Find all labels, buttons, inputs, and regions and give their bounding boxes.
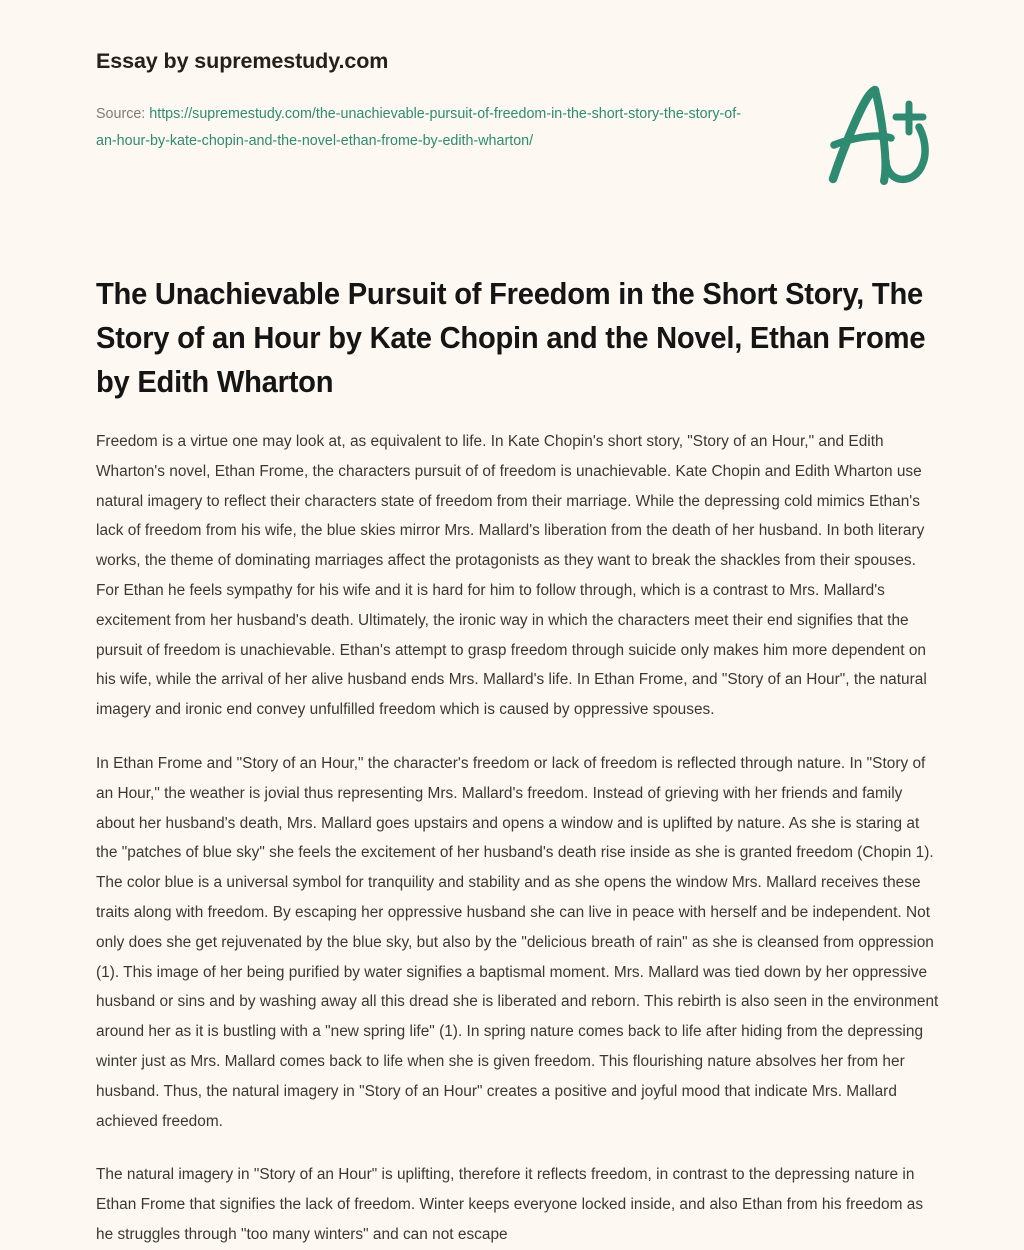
page-title: The Unachievable Pursuit of Freedom in the Short Story, The Story of an Hour by Kate Chopin and the Novel, Ethan Frome by Edith Wharton [96, 277, 926, 399]
article-body [96, 427, 939, 1250]
source-url-link[interactable]: https://supremestudy.com/the-unachievable-pursuit-of-freedom-in-the-short-story-the-story-of-an-hour-by-kate-chopin-and-the-novel-ethan-frome-by-edith-wharton/ [96, 106, 741, 149]
source-line [96, 101, 741, 154]
paragraph: In Ethan Frome and "Story of an Hour," the character's freedom or lack of freedom is reflected through nature. In "Story of an Hour," the weather is jovial thus representing Mrs. Mallard's freedom. Instead of grieving with her friends and family about her husband's death, Mrs. Mallard goes upstairs and opens a window and is uplifted by nature. As she is staring at the "patches of blue sky" she feels the excitement of her husband's death rise inside as she is granted freedom (Chopin 1). The color blue is a universal symbol for tranquility and stability and as she opens the window Mrs. Mallard receives these traits along with freedom. By escaping her oppressive husband she can live in peace with herself and be independent. Not only does she get rejuvenated by the blue sky, but also by the "delicious breath of rain" as she is cleansed from oppression (1). This image of her being purified by water signifies a baptismal moment. Mrs. Mallard was tied down by her oppressive husband or sins and by washing away all this dread she is liberated and reborn. This rebirth is also seen in the environment around her as it is bustling with a "new spring life" (1). In spring nature comes back to life after hiding from the depressing winter just as Mrs. Mallard comes back to life when she is given freedom. This flourishing nature absolves her from her husband. Thus, the natural imagery in "Story of an Hour" creates a positive and joyful mood that indicate Mrs. Mallard achieved freedom. [96, 754, 939, 1130]
a-plus-logo[interactable] [812, 84, 942, 188]
article [96, 272, 939, 1250]
source-label: Source: [96, 106, 146, 122]
paragraph: Freedom is a virtue one may look at, as equivalent to life. In Kate Chopin's short story, "Story of an Hour," and Edith Wharton's novel, Ethan Frome, the characters pursuit of of freedom is unachievable. Kate Chopin and Edith Wharton use natural imagery to reflect their characters state of freedom from their marriage. While the depressing cold mimics Ethan's lack of freedom from his wife, the blue skies mirror Mrs. Mallard's liberation from the death of her husband. In both literary works, the theme of dominating marriages affect the protagonists as they want to break the shackles from their spouses. For Ethan he feels sympathy for his wife and it is hard for him to follow through, which is a contrast to Mrs. Mallard's excitement from her husband's death. Ultimately, the ironic way in which the characters meet their end signifies that the pursuit of freedom is unachievable. Ethan's attempt to grasp freedom through suicide only makes him more dependent on his wife, while the arrival of her alive husband ends Mrs. Mallard's life. In Ethan Frome, and "Story of an Hour", the natural imagery and ironic end convey unfulfilled freedom which is caused by oppressive spouses. [96, 433, 927, 719]
byline: Essay by supremestudy.com [96, 49, 389, 73]
paragraph: The natural imagery in "Story of an Hour" is uplifting, therefore it reflects freedom, in contrast to the depressing nature in Ethan Frome that signifies the lack of freedom. Winter keeps everyone locked inside, and also Ethan from his freedom as he struggles through "too many winters" and can not escape [96, 1166, 924, 1243]
